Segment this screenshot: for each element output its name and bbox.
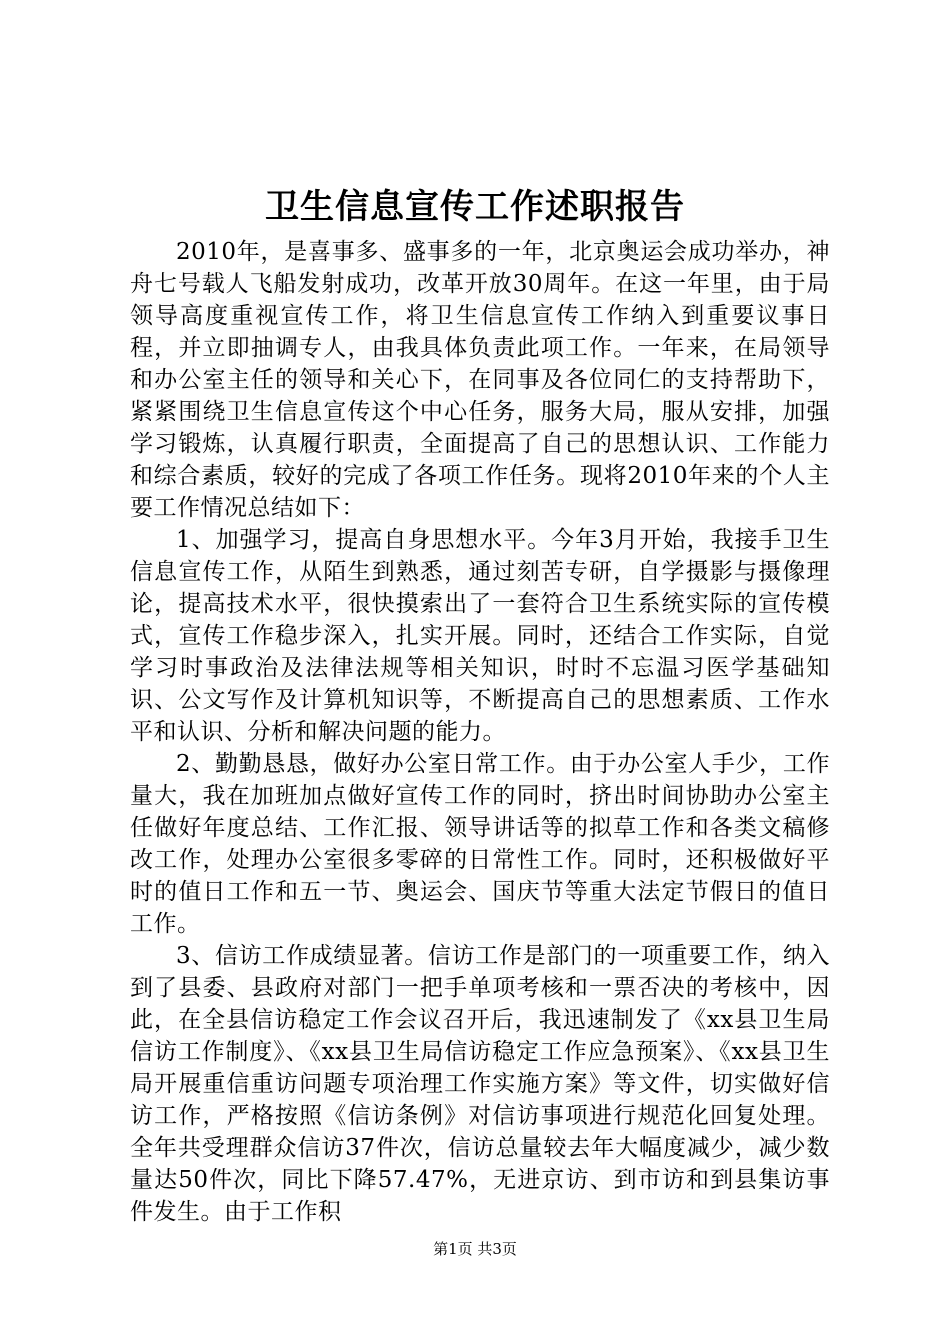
paragraph-petition-work: 3、信访工作成绩显著。信访工作是部门的一项重要工作，纳入到了县委、县政府对部门一把手单项考核和一票否决的考核中，因此，在全县信访稳定工作会议召开后，我迅速制发了《xx县卫生局信访工作制度》、《xx县卫生局信访稳定工作应急预案》、《xx县卫生局开展重信重访问题专项治理工作实施方案》等文件，切实做好信访工作，严格按照《信访条例》对信访事项进行规范化回复处理。全年共受理群众信访37件次，信访总量较去年大幅度减少，减少数量达50件次，同比下降57.47%，无进京访、到市访和到县集访事件发生。由于工作积 bbox=[130, 943, 830, 1225]
document-body bbox=[130, 236, 830, 1228]
paragraph-office-work: 2、勤勤恳恳，做好办公室日常工作。由于办公室人手少，工作量大，我在加班加点做好宣传工作的同时，挤出时间协助办公室主任做好年度总结、工作汇报、领导讲话等的拟草工作和各类文稿修改工作，处理办公室很多零碎的日常性工作。同时，还积极做好平时的值日工作和五一节、奥运会、国庆节等重大法定节假日的值日工作。 bbox=[130, 751, 830, 937]
paragraph-study: 1、加强学习，提高自身思想水平。今年3月开始，我接手卫生信息宣传工作，从陌生到熟悉，通过刻苦专研，自学摄影与摄像理论，提高技术水平，很快摸索出了一套符合卫生系统实际的宣传模式，宣传工作稳步深入，扎实开展。同时，还结合工作实际，自觉学习时事政治及法律法规等相关知识，时时不忘温习医学基础知识、公文写作及计算机知识等，不断提高自己的思想素质、工作水平和认识、分析和解决问题的能力。 bbox=[130, 527, 830, 745]
page-number-footer: 第1页 共3页 bbox=[433, 1240, 517, 1258]
paragraph-intro: 2010年，是喜事多、盛事多的一年，北京奥运会成功举办，神舟七号载人飞船发射成功，改革开放30周年。在这一年里，由于局领导高度重视宣传工作，将卫生信息宣传工作纳入到重要议事日程，并立即抽调专人，由我具体负责此项工作。一年来，在局领导和办公室主任的领导和关心下，在同事及各位同仁的支持帮助下，紧紧围绕卫生信息宣传这个中心任务，服务大局，服从安排，加强学习锻炼，认真履行职责，全面提高了自己的思想认识、工作能力和综合素质，较好的完成了各项工作任务。现将2010年来的个人主要工作情况总结如下： bbox=[130, 239, 830, 521]
document-title: 卫生信息宣传工作述职报告 bbox=[265, 187, 685, 227]
